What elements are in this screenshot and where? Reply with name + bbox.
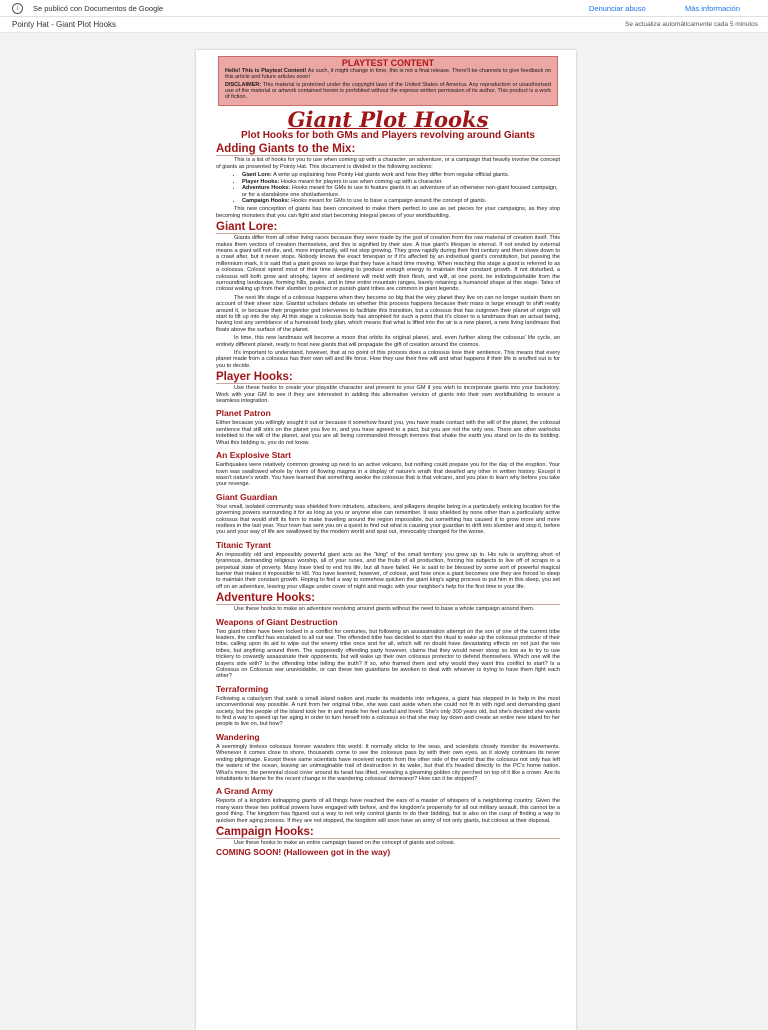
main-title: Giant Plot Hooks <box>287 107 489 133</box>
army-text: Reports of a kingdom kidnapping giants of all things have reached the ears of a master of whispers of a neighboring country. Given the many wars these two political powers have engaged with before, and the kingdom's propensity for all out military assault, this cannot be a good thing. The kingdom has figured out a way to not only control giants to do their bidding, but is also on the cusp of finding a way to quicken their aging process. If they are not stopped, the kingdom will soon have an army of not only giants, but colossi at their disposal. <box>216 798 560 824</box>
disclaimer-label: DISCLAIMER: <box>225 82 262 89</box>
guardian-text: Your small, isolated community was shielded from intruders, attackers, and pillagers despite being in a particularly enticing location for the governing powers surrounding it for as long as you or anyone else can remember. It was shielded by none other than a particularly active colossus that would shift its form to make traveling around the region impossible, but something has caused it to grow more and more restless in the last year. Your town has sent you on a quest to find out what is causing your guardian to drift into slumber and stop it, before you and your way of life are swallowed by the modern world and spat out, irrevocably changed for the worse. <box>216 503 560 536</box>
mix-intro: This is a list of hooks for you to use when coming up with a character, an adventure, or a campaign that heavily involve the concept of giants as presented by Pointy Hat. This document is divided in the following sections: <box>216 157 560 170</box>
adventure-intro: Use these hooks to make an adventure revolving around giants without the need to base a whole campaign around them. <box>234 606 535 613</box>
wandering-heading: Wandering <box>216 731 260 742</box>
guardian-heading: Giant Guardian <box>216 491 278 502</box>
patron-heading: Planet Patron <box>216 408 271 419</box>
weapons-text: Two giant tribes have been locked in a conflict for centuries, but following an assassination attempt on the son of one of the current tribe leaders, the conflict has escalated to all out war. The offended tribe has decided to start the ritual to wake up the colossus protector of their tribe, calling upon its aid to wipe out the enemy tribe once and for all, which will no doubt have devastating effects on not just the two tribes, but anything around them. The supposedly offending party however, claims that they would never stoop so low as to try to use trickery to cowardly assassinate their opponents, but will wake up their own colossus protector to defend themselves. Which one will the players side with? Is the offending tribe telling the truth? If so, who framed them and why would they want this conflict to start? Is a Colossus on Colossus war unavoidable, or can these two guardians be awoken to deal with whoever is trying to have them fight each other? <box>216 628 560 680</box>
more-info-link[interactable]: Más información <box>685 3 741 13</box>
tyrant-text: An impossibly old and impossibly powerful giant acts as the "king" of the small territory you grew up in. His rule is anything short of tyrannous, demanding religious worship, all of your runes, and the fruits of all production, forcing his subjects to live off of scraps in a perpetual state of poverty. Many have tried to end his life, but all have failed. He is said to be blessed by some sort of powerful magical barrier that makes it impossible to kill. You have learned, however, of colossi, and how once a giant becomes one they are forced to sleep to maintain their constant growth. Hoping to find a way to somehow quicken the giant king's aging process to put him in this sleep, you set off on an adventure, leaving your village under cover of night and magic with your neighbor's help for the first time in your life. <box>216 551 560 590</box>
list-item: • Player Hooks: Hooks meant for players to use when coming up with a character. <box>242 179 560 185</box>
published-text: Se publicó con Documentos de Google <box>33 3 164 13</box>
disclaimer-body: This material is protected under the copyright laws of the United States of America. Any reproduction or unauthorised use of the material or artwork contained herein is prohibited without the express written permission of its author. This product is a work of fiction. <box>225 82 551 101</box>
info-icon[interactable]: i <box>12 3 23 14</box>
wandering-text: A seemingly tireless colossus forever wanders this world. It normally sticks to the seas, and scientists closely monitor its movements. Whenever it comes close to shore, thousands come to see the colossus pass by with their own eyes, as it slowly continues its never ending pilgrimage. Except these same scientists have received reports from the other side of the world that the colossus not only has left the waters of the ocean, leaving an unimaginable trail of destruction in its wake, but that it's headed directly to the PC's home nation. What's more, the perennial cloud cover around its head has lifted, revealing a gleaming golden city perched on top of it like a crown. Are its inhabitants to blame for the recent change in the wandering colossus' demeanor? How can it be stopped? <box>216 743 560 782</box>
coming-soon-note: COMING SOON! (Halloween got in the way) <box>216 847 391 858</box>
lore-heading: Giant Lore: <box>216 222 560 234</box>
army-heading: A Grand Army <box>216 786 273 797</box>
lore-paragraph: In time, this new landmass will become a moon that orbits its original planet, and, even further along the colossus' life cycle, an entirely different planet, ready to host new giants that will propagate the gift of creation around the cosmos. <box>216 335 560 348</box>
section-list <box>216 172 560 204</box>
weapons-heading: Weapons of Giant Destruction <box>216 616 338 627</box>
document-page <box>196 50 576 1030</box>
terraforming-heading: Terraforming <box>216 683 269 694</box>
lore-paragraph: The next life stage of a colossus happens when they become so big that the very planet they live on can no longer sustain them on account of their sheer size. Giantist scholars debate on whether this process happens because their mass is large enough to shift reality around it, or because their progenitor god intervenes to facilitate this transition, but a colossus that has outgrown their planet of origin will start to lift up into the sky. At this stage a colossus body has atrophied for such a point that it's closer to a landmass than an actual being, having lost any semblance of a humanoid body plan, which means that what is lifted into the air is a new planet, a new living landmass that floats above the surface of the planet. <box>216 294 560 333</box>
published-bar <box>0 0 768 17</box>
notice-title: PLAYTEST CONTENT <box>341 58 435 68</box>
document-header <box>0 17 768 33</box>
lore-paragraph: It's important to understand, however, that at no point of this process does a colossus lose their sentience. This means that every planet made from a colossus has their own will and life force. How they use their free will and what happens if their life is snuffed out is for you to decide. <box>216 350 560 369</box>
mix-outro: This new conception of giants has been conceived to make them perfect to use as set pieces for your campaigns, as they stop becoming monsters that you can fight and start becoming integral pieces of your worldbuilding. <box>216 206 560 219</box>
explosive-text: Earthquakes were relatively common growing up next to an active volcano, but nothing could prepare you for the day of the eruption. Your town was swallowed whole by rivers of flowing magma in a display of nature's wrath that dwarfed any other in written history. Except it wasn't nature's wrath. You have learned that something awoke the colossus that is that volcano, and you plan to learn why before you take your revenge. <box>216 462 560 488</box>
terraforming-text: Following a cataclysm that sank a small island nation and made its residents into refugees, a giant has stepped in to help in the most unconventional way possible. A runt from her original tribe, she was cast aside when she could not fit in with rigid and demanding giant society, but the people of the island took her in and made her feel useful and loved. She's only 300 years old, but she's decided she wants to find a way to speed up her aging in order to turn herself into a colossus so that she may lay down and create an entire new island for her people to live on, but how? <box>216 695 560 728</box>
patron-text: Either because you willingly sought it out or because it somehow found you, you have made contact with the will of the planet, the colossal sentience that still stirs on the planet you live in, and you have agreed to a pact, but you are not the only one. There are other warlocks indebted to the will of the planet, and you are all being commanded through tremors that shake the earth you stand on to do its bidding. What this bidding is, you do not know. <box>216 420 560 446</box>
document-title: Pointy Hat - Giant Plot Hooks <box>12 20 117 29</box>
player-heading: Player Hooks: <box>216 372 560 384</box>
notice-body: As such, it might change in time, this is not a final release. There'll be channels to give feedback on this article and future articles soon! <box>225 68 552 81</box>
subtitle: Plot Hooks for both GMs and Players revolving around Giants <box>241 130 535 142</box>
player-intro: Use these hooks to create your playable character and present to your GM if you wish to incorporate giants into your backstory. Work with your GM to see if they are interested in adding this alternative version of giants into their own worldbuilding to ensure a seamless integration. <box>216 385 560 405</box>
list-item: • Giant Lore: A write up explaining how Pointy Hat giants work and how they differ from regular official giants. <box>242 172 560 178</box>
list-item: • Adventure Hooks: Hooks meant for GMs to use to feature giants in an adventure of an otherwise non-giant focused campaign, or for a standalone one shot/adventure. <box>242 185 560 198</box>
mix-heading: Adding Giants to the Mix: <box>216 144 560 156</box>
list-item: • Campaign Hooks: Hooks meant for GMs to use to base a campaign around the concept of giants. <box>242 198 560 204</box>
lore-paragraph: Giants differ from all other living races because they were made by the god of creation from the raw material of creation itself. This makes them vectors of creation themselves, and this is signified by their size. A true giant's lifespan is eternal. If not ended by external means a giant will not die, and, more importantly, will not stop growing. They grow rapidly during their first century and then slows down to a crawl after, but it never stops. Nobody knows the exact timespan or if it's affected by an individual giant's constitution, but passing the millennium mark, it is said that a giant grows so large that they have a hard time moving. When reaching this stage a giant is referred to as a colossus. Colossi spend most of their time sleeping to produce enough energy to maintain their constant growth. If not disturbed, a colossus will both grow and atrophy, layers of sediment will meld with their flesh, and will, at one point, be indistinguishable from the surrounding landscape, forming hills, peaks, and in time entire mountain ranges, barely retaining a humanoid shape at this stage. Tales of colossi waking up from their slumber to protect or punish giant tribes are common in giant legends. <box>216 235 560 293</box>
tyrant-heading: Titanic Tyrant <box>216 539 271 550</box>
explosive-heading: An Explosive Start <box>216 450 292 461</box>
auto-update-note: Se actualiza automáticamente cada 5 minutos <box>625 21 758 28</box>
campaign-heading: Campaign Hooks: <box>216 827 560 839</box>
playtest-notice <box>218 56 558 106</box>
campaign-intro: Use these hooks to make an entire campaign based on the concept of giants and colossi. <box>234 839 456 846</box>
report-abuse-link[interactable]: Denunciar abuso <box>589 3 646 13</box>
adventure-heading: Adventure Hooks: <box>216 593 560 605</box>
notice-hello: Hello! This is Playtest Content! <box>225 68 307 74</box>
